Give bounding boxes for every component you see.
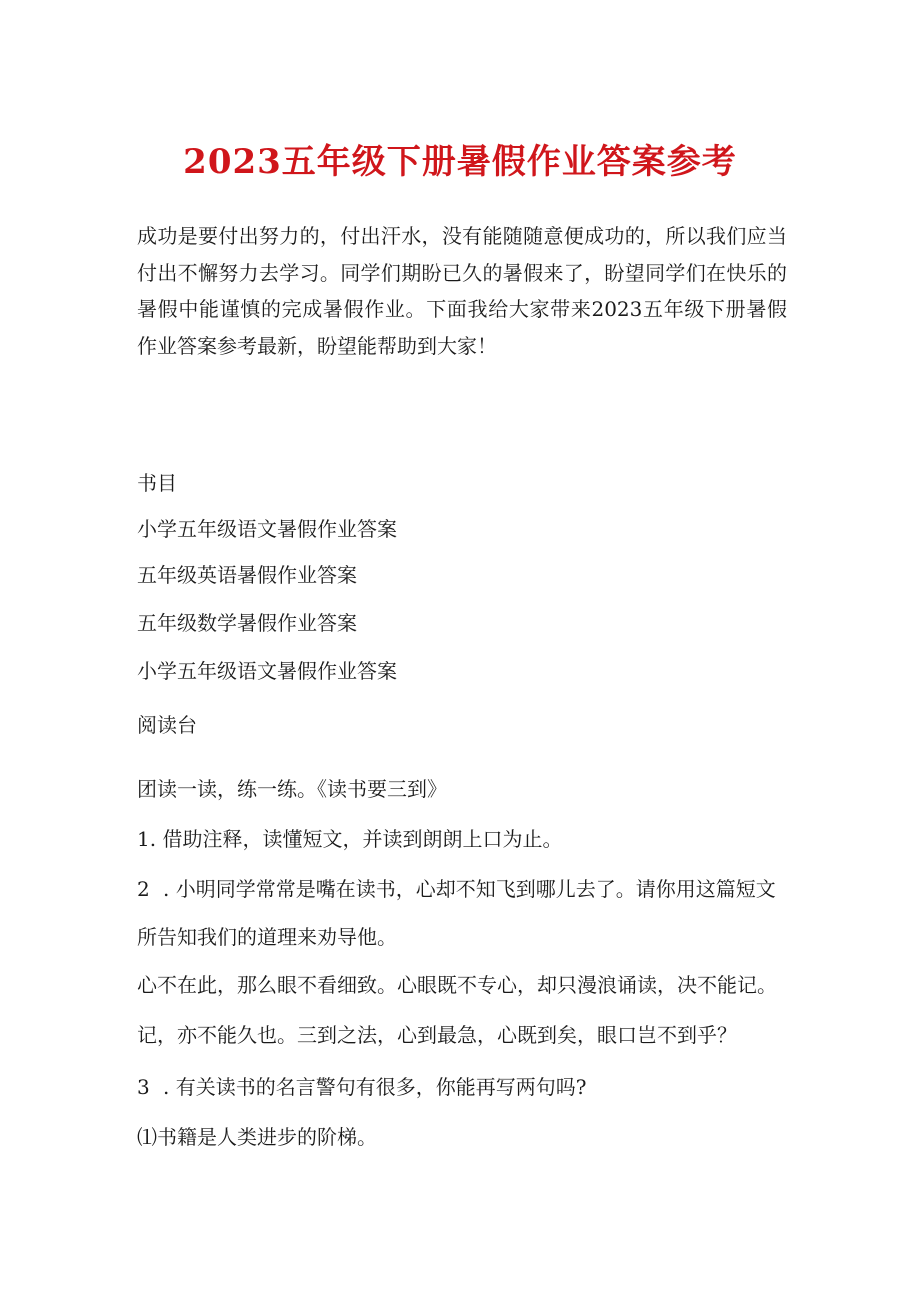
- document-title: 2023五年级下册暑假作业答案参考: [183, 142, 737, 182]
- toc-heading: 书目: [137, 471, 177, 495]
- answer-3-item-1: ⑴书籍是人类进步的阶梯。: [137, 1125, 377, 1149]
- question-3-line: [137, 1073, 586, 1101]
- intro-paragraph: 成功是要付出努力的，付出汗水，没有能随随意便成功的，所以我们应当付出不懈努力去学习。同学们期盼已久的暑假来了，盼望同学们在快乐的暑假中能谨慎的完成暑假作业。下面我给大家带来2023五年级下册暑假作业答案参考最新，盼望能帮助到大家！: [137, 224, 787, 358]
- reading-prompt: 团读一读，练一练。《读书要三到》: [137, 777, 447, 801]
- question-3-number: 3: [137, 1075, 150, 1099]
- toc-item-chinese: 小学五年级语文暑假作业答案: [137, 517, 397, 541]
- toc-item-english: 五年级英语暑假作业答案: [137, 563, 357, 587]
- toc-item-math: 五年级数学暑假作业答案: [137, 611, 357, 635]
- answer-2-line-1: 心不在此，那么眼不看细致。心眼既不专心，却只漫浪诵读，决不能记。: [137, 973, 777, 997]
- question-2-text: . 小明同学常常是嘴在读书，心却不知飞到哪儿去了。请你用这篇短文: [163, 877, 776, 901]
- question-3-text: . 有关读书的名言警句有很多，你能再写两句吗?: [163, 1075, 587, 1099]
- section-subheading: 阅读台: [137, 713, 197, 737]
- question-1: 1. 借助注释，读懂短文，并读到朗朗上口为止。: [137, 827, 563, 851]
- section-heading: 小学五年级语文暑假作业答案: [137, 659, 397, 683]
- answer-2-line-2: 记，亦不能久也。三到之法，心到最急，心既到矣，眼口岂不到乎？: [137, 1023, 737, 1047]
- question-2-line-1: [137, 875, 776, 903]
- question-2-number: 2: [137, 877, 150, 901]
- question-2-line-2: 所告知我们的道理来劝导他。: [137, 925, 397, 949]
